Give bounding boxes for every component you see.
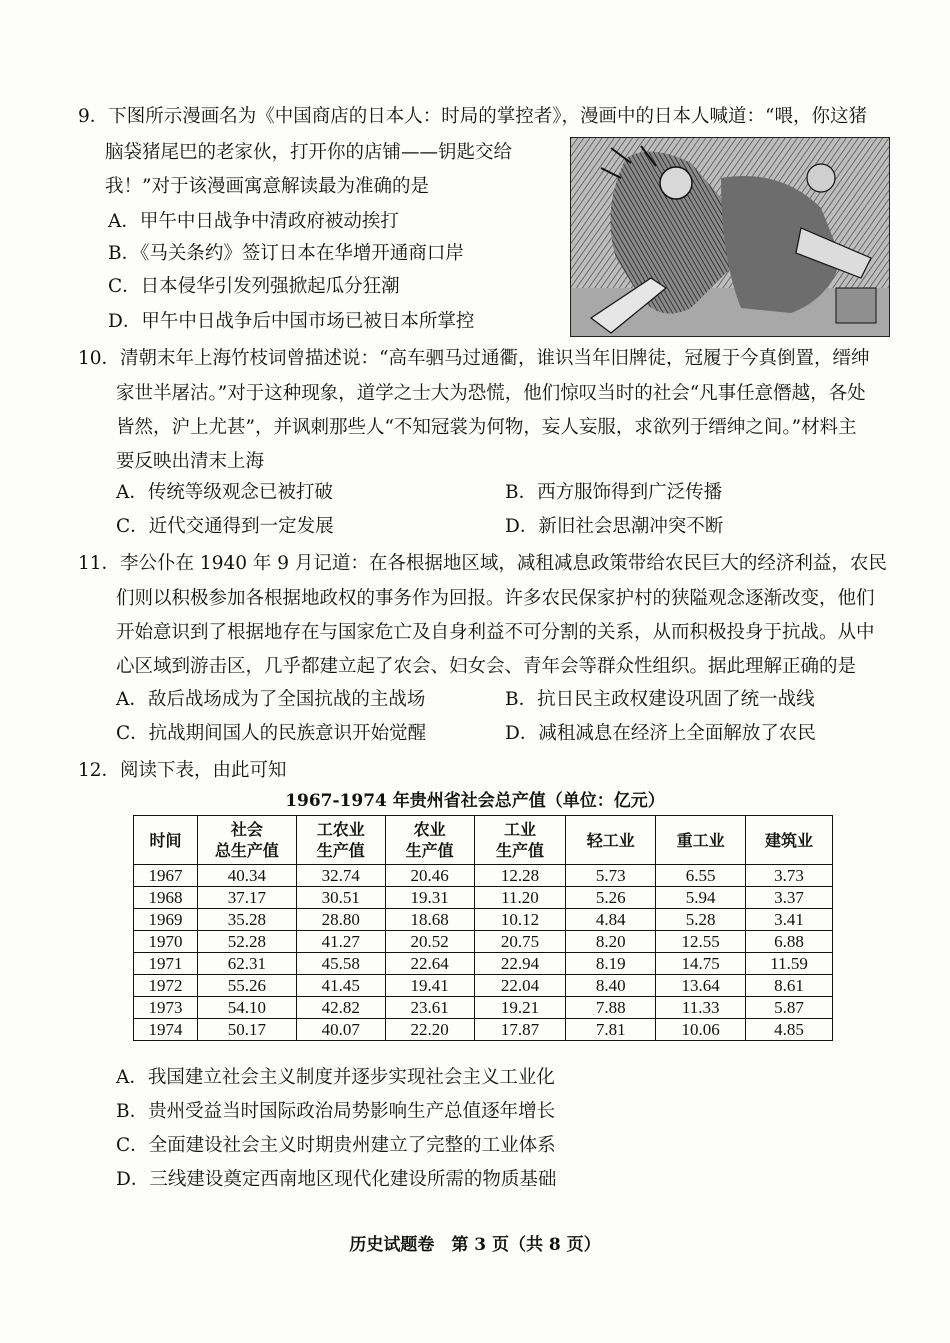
table-cell: 11.59	[746, 953, 833, 975]
table-cell: 40.34	[197, 865, 296, 887]
table-cell: 18.68	[385, 909, 474, 931]
q10-stem-line-2: 家世半屠沽。”对于这种现象，道学之士大为恐慌，他们惊叹当时的社会“凡事任意僭越，各处	[116, 383, 866, 404]
q11-option-a: A．敌后战场成为了全国抗战的主战场	[116, 689, 426, 710]
table-cell: 45.58	[296, 953, 385, 975]
header-industry-agriculture: 工农业 生产值	[296, 816, 385, 865]
table-row	[134, 1019, 833, 1041]
q10-option-d: D．新旧社会思潮冲突不断	[505, 516, 724, 537]
table-cell: 30.51	[296, 887, 385, 909]
table-cell: 5.28	[656, 909, 746, 931]
table-cell-year: 1968	[134, 887, 198, 909]
cartoon-illustration	[571, 138, 889, 336]
q11-stem-line-2: 们则以积极参加各根据地政权的事务作为回报。许多农民保家护村的狭隘观念逐渐改变，他们	[116, 588, 875, 609]
header-light-industry: 轻工业	[566, 816, 656, 865]
q11-option-d: D．减租减息在经济上全面解放了农民	[505, 723, 816, 744]
table-cell: 3.41	[746, 909, 833, 931]
table-cell: 11.33	[656, 997, 746, 1019]
q12-option-b: B．贵州受益当时国际政治局势影响生产总值逐年增长	[116, 1101, 556, 1122]
table-cell: 41.27	[296, 931, 385, 953]
table-cell: 3.73	[746, 865, 833, 887]
table-cell: 32.74	[296, 865, 385, 887]
table-row	[134, 953, 833, 975]
table-cell: 55.26	[197, 975, 296, 997]
table-cell: 62.31	[197, 953, 296, 975]
table-header-row	[134, 816, 833, 865]
table-row	[134, 975, 833, 997]
table-cell: 8.40	[566, 975, 656, 997]
table-cell: 11.20	[474, 887, 566, 909]
table-cell-year: 1969	[134, 909, 198, 931]
q9-option-b: B．《马关条约》签订日本在华增开通商口岸	[108, 243, 464, 264]
table-cell: 17.87	[474, 1019, 566, 1041]
q11-stem-line-3: 开始意识到了根据地存在与国家危亡及自身利益不可分割的关系，从而积极投身于抗战。从中	[116, 622, 875, 643]
q12-option-a: A．我国建立社会主义制度并逐步实现社会主义工业化	[116, 1067, 555, 1088]
table-cell: 5.73	[566, 865, 656, 887]
table-cell: 5.26	[566, 887, 656, 909]
table-cell: 13.64	[656, 975, 746, 997]
table-cell: 54.10	[197, 997, 296, 1019]
q10-stem-line-4: 要反映出清末上海	[116, 451, 265, 472]
q11-stem-line-1: 11．李公仆在 1940 年 9 月记道：在各根据地区域，减租减息政策带给农民巨大的经济利益，农民	[78, 553, 887, 574]
q9-stem-line-2: 脑袋猪尾巴的老家伙，打开你的店铺——钥匙交给	[105, 142, 513, 163]
q12-option-d: D．三线建设奠定西南地区现代化建设所需的物质基础	[116, 1169, 557, 1190]
table-cell: 7.88	[566, 997, 656, 1019]
table-cell-year: 1970	[134, 931, 198, 953]
table-cell: 52.28	[197, 931, 296, 953]
table-row	[134, 997, 833, 1019]
table-cell: 22.64	[385, 953, 474, 975]
table-cell: 10.06	[656, 1019, 746, 1041]
table-cell-year: 1974	[134, 1019, 198, 1041]
table-cell: 22.94	[474, 953, 566, 975]
table-cell: 20.52	[385, 931, 474, 953]
q9-stem-line-3: 我！”对于该漫画寓意解读最为准确的是	[105, 176, 429, 197]
table-cell: 19.21	[474, 997, 566, 1019]
table-cell: 20.75	[474, 931, 566, 953]
q12-option-c: C．全面建设社会主义时期贵州建立了完整的工业体系	[116, 1135, 556, 1156]
table-cell-year: 1971	[134, 953, 198, 975]
page-footer: 历史试题卷 第 3 页（共 8 页）	[349, 1235, 601, 1255]
table-row	[134, 865, 833, 887]
table-row	[134, 887, 833, 909]
table-cell: 3.37	[746, 887, 833, 909]
q10-option-a: A．传统等级观念已被打破	[116, 482, 333, 503]
table-cell: 8.61	[746, 975, 833, 997]
table-cell-year: 1973	[134, 997, 198, 1019]
cartoon-image	[570, 137, 890, 337]
table-cell: 5.94	[656, 887, 746, 909]
table-cell: 10.12	[474, 909, 566, 931]
table-cell: 14.75	[656, 953, 746, 975]
table-cell: 40.07	[296, 1019, 385, 1041]
q9-option-c: C．日本侵华引发列强掀起瓜分狂潮	[108, 276, 400, 297]
q12-stem: 12．阅读下表，由此可知	[78, 760, 287, 781]
q10-stem-line-3: 皆然，沪上尤甚”，并讽刺那些人“不知冠裳为何物，妄人妄服，求欲列于缙绅之间。”材料主	[116, 417, 857, 438]
table-cell: 22.20	[385, 1019, 474, 1041]
table-cell: 28.80	[296, 909, 385, 931]
q9-stem-line-1: 9．下图所示漫画名为《中国商店的日本人：时局的掌控者》，漫画中的日本人喊道：“喂，你这猪	[78, 106, 867, 127]
table-cell: 19.31	[385, 887, 474, 909]
table-cell: 12.55	[656, 931, 746, 953]
table-cell-year: 1967	[134, 865, 198, 887]
q10-stem-line-1: 10．清朝末年上海竹枝词曾描述说：“高车驷马过通衢，谁识当年旧牌徒，冠履于今真倒置，缙绅	[78, 348, 870, 369]
header-industry: 工业 生产值	[474, 816, 566, 865]
table-cell: 4.85	[746, 1019, 833, 1041]
table-cell: 12.28	[474, 865, 566, 887]
table-row	[134, 909, 833, 931]
table-cell: 5.87	[746, 997, 833, 1019]
q10-option-b: B．西方服饰得到广泛传播	[505, 482, 723, 503]
table-cell: 8.19	[566, 953, 656, 975]
table-cell: 20.46	[385, 865, 474, 887]
header-agriculture: 农业 生产值	[385, 816, 474, 865]
table-title: 1967-1974 年贵州省社会总产值（单位：亿元）	[285, 791, 665, 811]
table-row	[134, 931, 833, 953]
table-cell: 19.41	[385, 975, 474, 997]
header-heavy-industry: 重工业	[656, 816, 746, 865]
header-year: 时间	[134, 816, 198, 865]
q9-option-d: D．甲午中日战争后中国市场已被日本所掌控	[108, 311, 475, 332]
table-cell: 7.81	[566, 1019, 656, 1041]
table-cell: 37.17	[197, 887, 296, 909]
table-cell: 6.88	[746, 931, 833, 953]
table-cell-year: 1972	[134, 975, 198, 997]
q11-option-c: C．抗战期间国人的民族意识开始觉醒	[116, 723, 427, 744]
header-total-output: 社会 总生产值	[197, 816, 296, 865]
table-cell: 4.84	[566, 909, 656, 931]
q10-option-c: C．近代交通得到一定发展	[116, 516, 334, 537]
table-cell: 41.45	[296, 975, 385, 997]
q9-option-a: A．甲午中日战争中清政府被动挨打	[108, 211, 399, 232]
table-cell: 35.28	[197, 909, 296, 931]
output-value-table	[133, 815, 833, 1041]
table-cell: 6.55	[656, 865, 746, 887]
table-cell: 42.82	[296, 997, 385, 1019]
table-cell: 8.20	[566, 931, 656, 953]
table-cell: 22.04	[474, 975, 566, 997]
q11-stem-line-4: 心区域到游击区，几乎都建立起了农会、妇女会、青年会等群众性组织。据此理解正确的是	[116, 656, 857, 677]
table-cell: 50.17	[197, 1019, 296, 1041]
header-construction: 建筑业	[746, 816, 833, 865]
table-cell: 23.61	[385, 997, 474, 1019]
q11-option-b: B．抗日民主政权建设巩固了统一战线	[505, 689, 815, 710]
